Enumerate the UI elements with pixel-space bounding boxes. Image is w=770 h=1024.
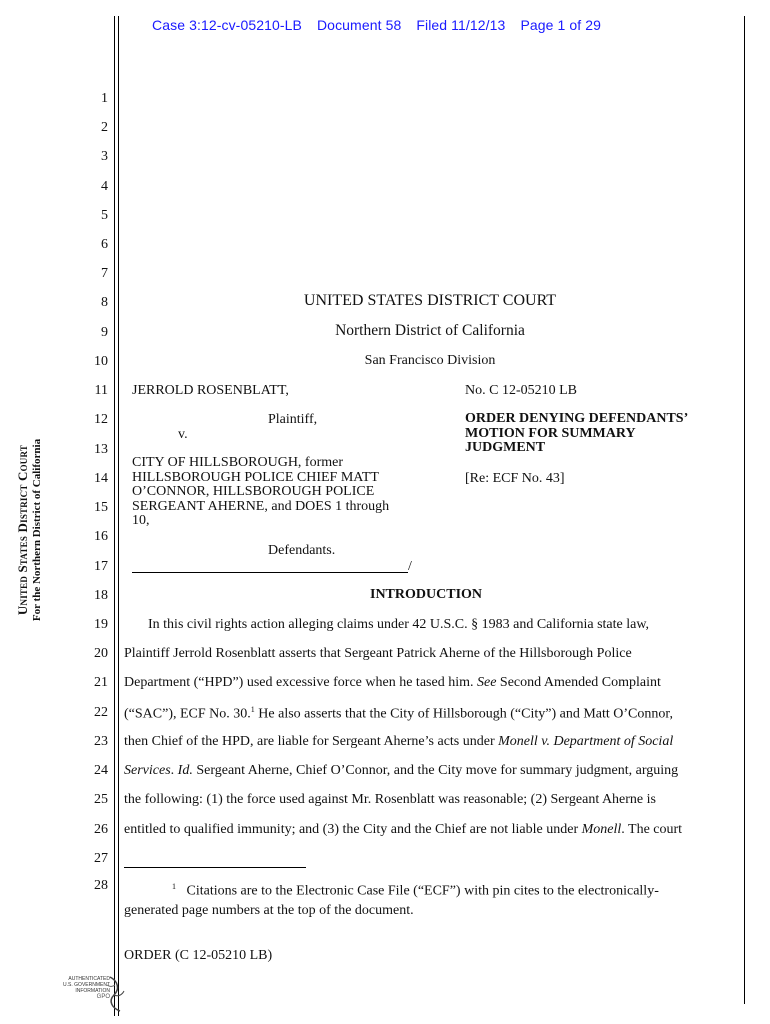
line-number: 6 [101, 237, 108, 252]
defendants-role: Defendants. [268, 543, 336, 558]
line-number: 18 [94, 588, 108, 603]
seal-text: INFORMATION [75, 988, 110, 994]
seal-text: AUTHENTICATED [68, 976, 110, 982]
line-number: 17 [94, 559, 108, 574]
line-number: 21 [94, 675, 108, 690]
body-line-21 [124, 675, 661, 691]
body-line-19: In this civil rights action alleging claims under 42 U.S.C. § 1983 and California state law, [148, 617, 650, 632]
body-text: then Chief of the HPD, are liable for Sergeant Aherne’s acts under [124, 734, 499, 749]
line-number: 11 [94, 383, 108, 398]
plaintiff-role: Plaintiff, [268, 412, 318, 427]
side-court-name: United States District Court [15, 444, 30, 616]
line-number: 28 [94, 878, 108, 893]
defendant-line: 10, [132, 513, 150, 528]
case-citation: Monell v. Department of Social [498, 734, 674, 749]
defendant-line: HILLSBOROUGH POLICE CHIEF MATT [132, 469, 379, 485]
defendant-line: CITY OF HILLSBOROUGH, former [132, 455, 344, 470]
line-number: 13 [94, 442, 108, 457]
page-indicator: Page 1 of 29 [520, 17, 602, 33]
line-number: 2 [101, 120, 108, 135]
line-number: 7 [101, 266, 108, 281]
case-header [152, 17, 612, 33]
body-line-25: the following: (1) the force used against Mr. Rosenblatt was reasonable; (2) Sergeant Aherne is [124, 792, 656, 807]
order-title [465, 412, 688, 456]
gpo-eagle-icon [104, 975, 126, 1013]
line-number: 27 [94, 851, 108, 866]
citation-signal: See [476, 675, 497, 690]
line-number: 4 [101, 179, 108, 194]
body-text: . The court [621, 822, 683, 837]
document-number: Document 58 [316, 17, 402, 33]
versus: v. [178, 427, 188, 442]
case-citation: Monell [581, 822, 622, 837]
footer-order-label: ORDER (C 12-05210 LB) [124, 948, 273, 963]
body-text: . [170, 763, 178, 778]
line-number: 5 [101, 208, 108, 223]
body-text: entitled to qualified immunity; and (3) the City and the Chief are not liable under [124, 822, 582, 837]
line-number: 3 [101, 149, 108, 164]
line-number: 15 [94, 500, 108, 515]
case-no: No. C 12-05210 LB [465, 383, 577, 398]
case-citation: Services [124, 763, 171, 778]
line-number: 26 [94, 822, 108, 837]
line-number: 19 [94, 617, 108, 632]
footnote-line-2: generated page numbers at the top of the document. [124, 903, 414, 918]
line-number: 12 [94, 412, 108, 427]
side-district-name: For the Northern District of California [31, 438, 44, 622]
footnote-text: Citations are to the Electronic Case File (“ECF”) with pin cites to the electronically- [186, 883, 659, 899]
caption-slash: / [408, 559, 412, 574]
left-margin-rule-2 [118, 16, 119, 1016]
line-number: 14 [94, 471, 108, 486]
line-number: 20 [94, 646, 108, 661]
body-text: (“SAC”), ECF No. 30. [124, 706, 251, 722]
right-margin-rule [744, 16, 745, 1004]
citation-signal: Id. [177, 763, 193, 778]
order-title-line: JUDGMENT [465, 440, 546, 455]
caption-underline [132, 572, 408, 573]
gpo-authentication-seal [46, 976, 110, 1012]
order-title-line: ORDER DENYING DEFENDANTS’ [465, 411, 689, 426]
court-district: Northern District of California [335, 322, 525, 339]
plaintiff-name: JERROLD ROSENBLATT, [132, 383, 289, 398]
body-line-20: Plaintiff Jerrold Rosenblatt asserts that Sergeant Patrick Aherne of the Hillsborough Police [124, 646, 632, 661]
case-number: Case 3:12-cv-05210-LB [152, 17, 302, 33]
body-line-24 [124, 763, 678, 779]
footnote-marker: 1 [172, 882, 176, 891]
court-name: UNITED STATES DISTRICT COURT [303, 292, 557, 309]
defendants-list [132, 456, 389, 529]
left-margin-rule-1 [114, 16, 115, 1016]
line-number: 24 [94, 763, 108, 778]
body-text: Department (“HPD”) used excessive force when he tased him. [124, 675, 477, 690]
line-number: 1 [101, 91, 108, 106]
body-text: Second Amended Complaint [496, 675, 661, 690]
line-number: 22 [94, 705, 108, 720]
order-title-line: MOTION FOR SUMMARY [465, 425, 636, 441]
footnote-separator [124, 867, 306, 868]
seal-text: U.S. GOVERNMENT [63, 982, 110, 988]
filed-date: Filed 11/12/13 [416, 17, 506, 33]
defendant-line: O’CONNOR, HILLSBOROUGH POLICE [132, 484, 375, 499]
court-division: San Francisco Division [364, 353, 496, 368]
body-text: Sergeant Aherne, Chief O’Connor, and the City move for summary judgment, arguing [192, 763, 679, 778]
line-number: 16 [94, 529, 108, 544]
side-court-label [15, 415, 45, 645]
ecf-reference: [Re: ECF No. 43] [465, 471, 565, 486]
body-line-23 [124, 734, 673, 750]
footnote-line-1 [172, 882, 659, 900]
line-number: 10 [94, 354, 108, 369]
footnote-ref: 1 [250, 705, 255, 714]
line-number: 23 [94, 734, 108, 749]
body-line-22 [124, 705, 673, 723]
section-heading: INTRODUCTION [370, 587, 483, 602]
line-number: 25 [94, 792, 108, 807]
line-number: 9 [101, 325, 108, 340]
defendant-line: SERGEANT AHERNE, and DOES 1 through [132, 498, 390, 514]
seal-text: GPO [96, 994, 110, 1000]
body-text: He also asserts that the City of Hillsborough (“City”) and Matt O’Connor, [254, 706, 673, 722]
body-line-26 [124, 822, 682, 838]
line-number: 8 [101, 295, 108, 310]
